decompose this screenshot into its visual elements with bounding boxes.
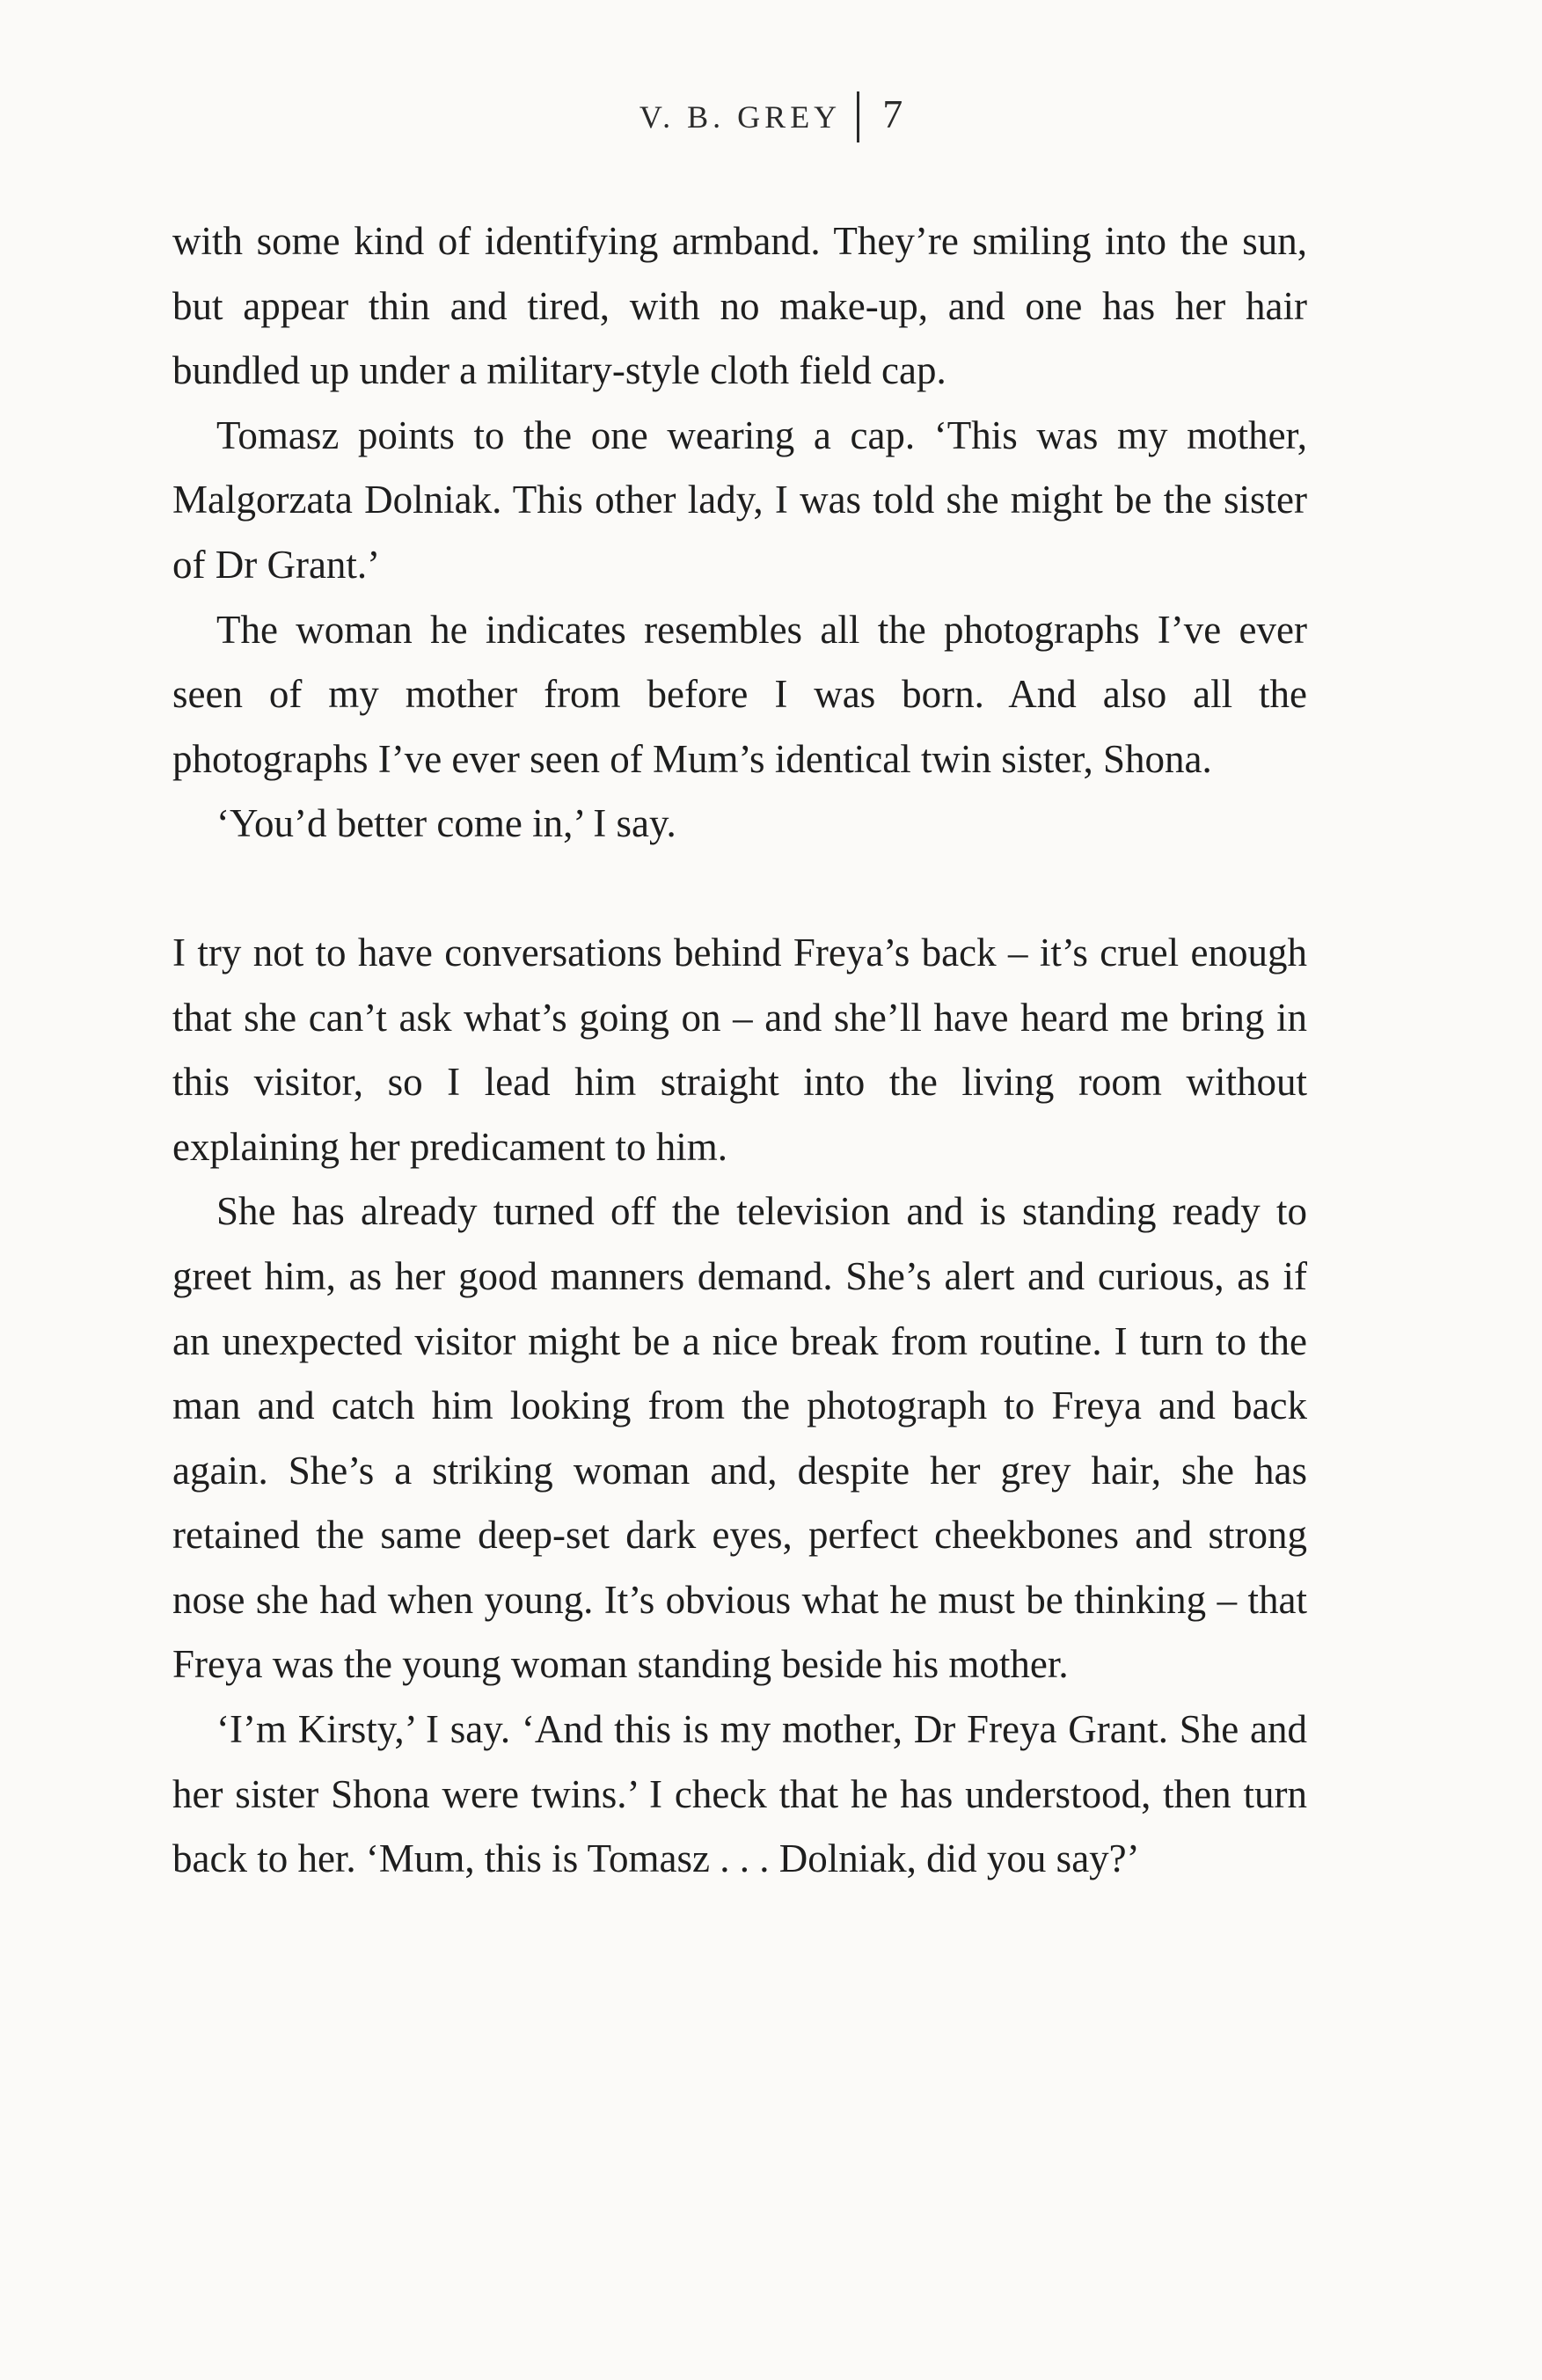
paragraph-4: ‘You’d better come in,’ I say.: [216, 801, 676, 846]
header-divider: [857, 91, 859, 142]
page-number: 7: [882, 91, 903, 136]
paragraph-3: The woman he indicates resembles all the photographs I’ve ever seen of my mother from before I was born. And also all the photographs I’ve ever seen of Mum’s identical twin sister, Shona.: [172, 607, 1307, 781]
paragraph-6: She has already turned off the television and is standing ready to greet him, as her good manners demand. She’s alert and curious, as if an unexpected visitor might be a nice break from routine. I turn to the man and catch him looking from the photograph to Freya and back again. She’s a striking woman and, despite her grey hair, she has retained the same deep-set dark eyes, perfect cheekbones and strong nose she had when young. It’s obvious what he must be thinking – that Freya was the young woman standing beside his mother.: [172, 1189, 1307, 1687]
paragraph-2: Tomasz points to the one wearing a cap. ‘This was my mother, Malgorzata Dolniak. This other lady, I was told she might be the sister of Dr Grant.’: [172, 412, 1307, 587]
paragraph-5: I try not to have conversations behind Freya’s back – it’s cruel enough that she can’t ask what’s going on – and she’ll have heard me bring in this visitor, so I lead him straight into the living room without explaining her predicament to him.: [172, 930, 1307, 1169]
paragraph-7: ‘I’m Kirsty,’ I say. ‘And this is my mother, Dr Freya Grant. She and her sister Shona were twins.’ I check that he has understood, then turn back to her. ‘Mum, this is Tomasz . . . Dolniak, did you say?’: [172, 1707, 1307, 1881]
paragraph-1: with some kind of identifying armband. They’re smiling into the sun, but appear thin and tired, with no make-up, and one has her hair bundled up under a military-style cloth field cap.: [172, 219, 1307, 393]
author-name: V. B. GREY: [639, 99, 842, 135]
body-text: [172, 209, 1307, 1892]
running-head: [0, 88, 1542, 146]
